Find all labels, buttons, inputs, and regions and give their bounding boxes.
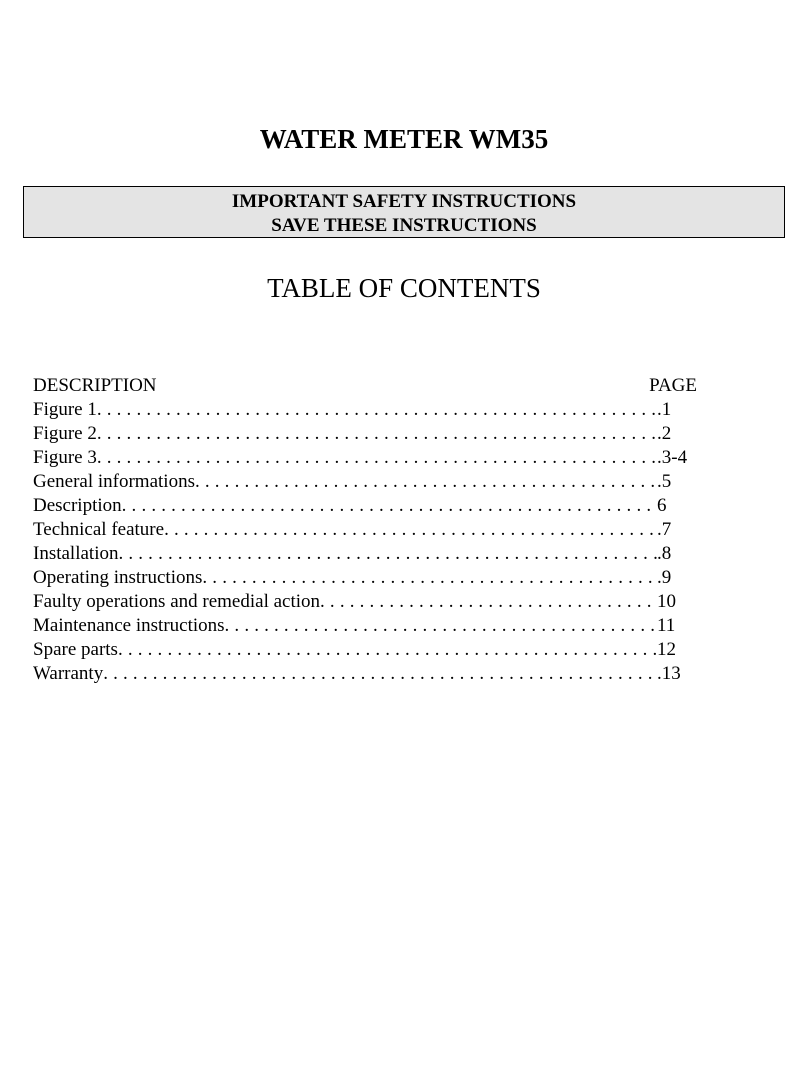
toc-entry-label: Maintenance instructions (33, 615, 225, 636)
toc-entry (33, 446, 697, 470)
toc-entry-leader-dots (122, 494, 657, 518)
toc-entry-label: Figure 2 (33, 423, 97, 444)
toc-entry-leader-dots (164, 518, 657, 542)
toc-entry (33, 566, 697, 590)
toc-entry (33, 470, 697, 494)
toc-entry-page: .3-4 (657, 447, 688, 468)
toc-header-page: PAGE (649, 375, 697, 396)
toc-entry-leader-dots (103, 662, 657, 686)
toc-entry-page: .2 (657, 423, 672, 444)
toc-entry (33, 398, 697, 422)
toc-entry-label: Technical feature (33, 519, 165, 540)
toc-entry-page: 12 (657, 639, 676, 660)
toc-entry-leader-dots (195, 470, 657, 494)
toc-entry (33, 614, 697, 638)
table-of-contents (33, 374, 697, 686)
toc-entry-page: .8 (657, 543, 672, 564)
toc-entry-page: 10 (657, 591, 676, 612)
toc-title: TABLE OF CONTENTS (267, 273, 541, 303)
toc-entry (33, 518, 697, 542)
toc-header (33, 374, 697, 398)
toc-entry-label: Spare parts (33, 639, 118, 660)
toc-entry-label: Installation (33, 543, 119, 564)
toc-entry-label: Operating instructions (33, 567, 203, 588)
toc-entry-page: 6 (657, 495, 667, 516)
toc-entry-page: .9 (657, 567, 672, 588)
toc-entry (33, 662, 697, 686)
toc-entry (33, 590, 697, 614)
toc-entry-label: Figure 1 (33, 399, 97, 420)
toc-entry-page: 11 (657, 615, 676, 636)
toc-entry-leader-dots (320, 590, 657, 614)
toc-entry (33, 638, 697, 662)
toc-entry-label: Description (33, 495, 122, 516)
toc-entry (33, 542, 697, 566)
toc-entry-label: Faulty operations and remedial action (33, 591, 321, 612)
toc-entry-leader-dots (97, 422, 657, 446)
toc-entry-page: .13 (657, 663, 681, 684)
toc-entry-leader-dots (97, 398, 657, 422)
toc-entry-leader-dots (202, 566, 657, 590)
toc-entry-page: .5 (657, 471, 672, 492)
toc-entry-leader-dots (118, 638, 657, 662)
toc-entry-page: .1 (657, 399, 672, 420)
safety-notice-box (23, 186, 785, 238)
toc-entry (33, 422, 697, 446)
toc-entry-label: Figure 3 (33, 447, 97, 468)
toc-entry (33, 494, 697, 518)
toc-header-description: DESCRIPTION (33, 375, 157, 396)
document-title: WATER METER WM35 (259, 124, 549, 154)
toc-entry-label: General informations (33, 471, 195, 492)
toc-entry-leader-dots (225, 614, 657, 638)
toc-entry-page: .7 (657, 519, 672, 540)
toc-entry-label: Warranty (33, 663, 104, 684)
toc-entry-leader-dots (97, 446, 657, 470)
safety-notice-line-1: IMPORTANT SAFETY INSTRUCTIONS (231, 191, 577, 212)
safety-notice-line-2: SAVE THESE INSTRUCTIONS (271, 215, 537, 236)
toc-entry-leader-dots (118, 542, 657, 566)
